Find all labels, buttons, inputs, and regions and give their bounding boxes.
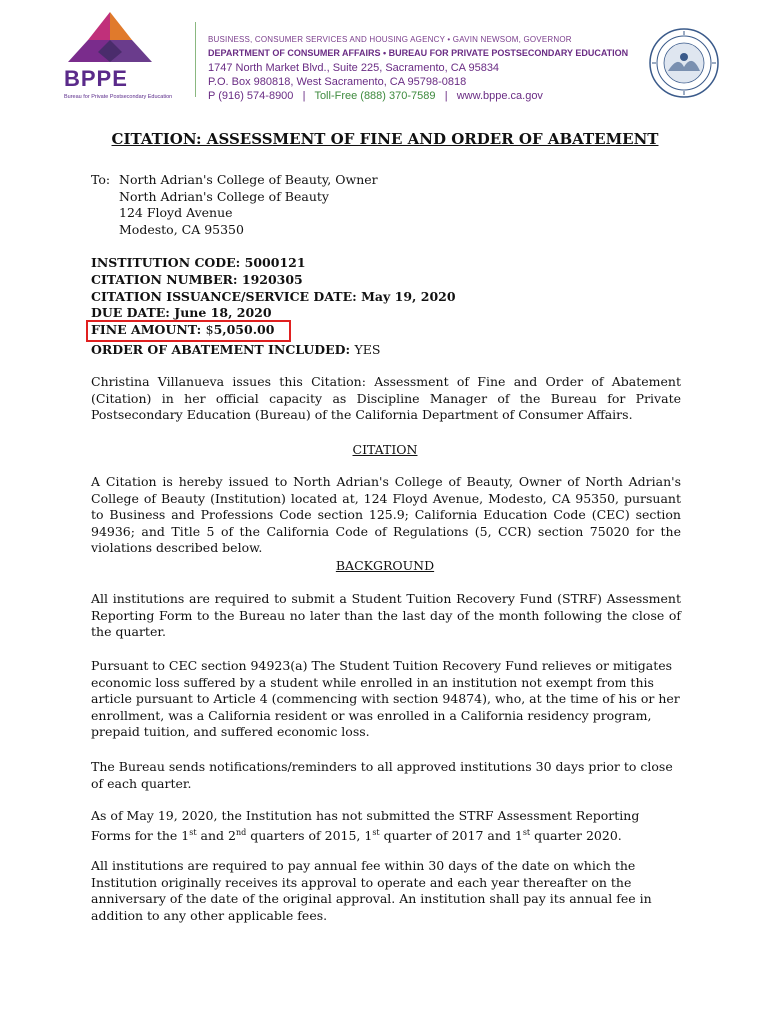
- institution-code-label: INSTITUTION CODE:: [91, 255, 241, 270]
- due-date: [91, 305, 272, 320]
- issuance-date-label: CITATION ISSUANCE/SERVICE DATE:: [91, 289, 357, 304]
- institution-code-value: 5000121: [244, 255, 306, 270]
- addressee-line: North Adrian's College of Beauty: [119, 188, 329, 204]
- ordinal-sup: st: [372, 827, 380, 837]
- bg4-text: quarter 2020.: [530, 827, 622, 843]
- agency-line: BUSINESS, CONSUMER SERVICES AND HOUSING AGENCY • GAVIN NEWSOM, GOVERNOR: [208, 35, 572, 44]
- ordinal-sup: st: [522, 827, 531, 837]
- order-value: YES: [354, 342, 381, 357]
- order-of-abatement: [91, 342, 380, 357]
- due-date-value: June 18, 2020: [174, 305, 272, 320]
- contact-line: [208, 90, 543, 102]
- to-label: To:: [91, 172, 111, 187]
- intro-paragraph: Christina Villanueva issues this Citation: Assessment of Fine and Order of Abatement (Citation) in her official capacity as Discipline Manager of the Bureau for Private Postsecondary Education (Bureau) of the California Department of Consumer Affairs.: [91, 374, 681, 423]
- background-paragraph-1: All institutions are required to submit a Student Tuition Recovery Fund (STRF) Assessment Reporting Form to the Bureau no later than the last day of the month following the close of the quarter.: [91, 591, 681, 640]
- fine-amount-value: 5,050.00: [213, 322, 275, 337]
- phone: P (916) 574-8900: [208, 90, 294, 102]
- background-paragraph-5: All institutions are required to pay annual fee within 30 days of the date on which the Institution originally receives its approval to operate and each year thereafter on the anniversary of the date of the original approval. An institution shall pay its annual fee in addition to any other applicable fees.: [91, 858, 652, 923]
- header-divider: [195, 22, 196, 97]
- fine-amount-label: FINE AMOUNT:: [91, 322, 202, 337]
- separator: |: [302, 90, 306, 102]
- citation-heading: CITATION: [352, 442, 418, 457]
- citation-number-label: CITATION NUMBER:: [91, 272, 238, 287]
- background-paragraph-4: [91, 808, 681, 844]
- bg4-text: quarter of 2017 and 1: [379, 827, 523, 843]
- address-line-2: P.O. Box 980818, West Sacramento, CA 95798-0818: [208, 76, 467, 88]
- bg4-text: As of May 19, 2020, the Institution has not submitted the STRF Assessment Reporting Forms for the 1: [91, 808, 640, 843]
- logo-subtitle: Bureau for Private Postsecondary Education: [64, 94, 173, 100]
- logo-text: BPPE: [64, 66, 128, 91]
- fine-currency: $: [205, 322, 214, 337]
- ordinal-sup: st: [189, 827, 197, 837]
- issuance-date: [91, 289, 456, 304]
- due-date-label: DUE DATE:: [91, 305, 170, 320]
- institution-code: [91, 255, 306, 270]
- website-link[interactable]: www.bppe.ca.gov: [456, 90, 543, 102]
- document-title: CITATION: ASSESSMENT OF FINE AND ORDER OF ABATEMENT: [111, 130, 659, 148]
- fine-amount: [91, 322, 274, 337]
- separator: |: [444, 90, 448, 102]
- background-paragraph-3: The Bureau sends notifications/reminders to all approved institutions 30 days prior to close of each quarter.: [91, 759, 673, 791]
- addressee-line: 124 Floyd Avenue: [119, 205, 233, 221]
- issuance-date-value: May 19, 2020: [361, 289, 456, 304]
- bg4-text: and 2: [196, 827, 236, 843]
- citation-number-value: 1920305: [241, 272, 303, 287]
- background-heading: BACKGROUND: [335, 558, 435, 573]
- addressee-line: Modesto, CA 95350: [119, 221, 244, 237]
- bg4-text: quarters of 2015, 1: [246, 827, 373, 843]
- department-line: DEPARTMENT OF CONSUMER AFFAIRS • BUREAU FOR PRIVATE POSTSECONDARY EDUCATION: [208, 48, 629, 58]
- citation-number: [91, 272, 303, 287]
- citation-paragraph: A Citation is hereby issued to North Adrian's College of Beauty, Owner of North Adrian's College of Beauty (Institution) located at, 124 Floyd Avenue, Modesto, CA 95350, pursuant to Business and Professions Code section 125.9; California Education Code (CEC) section 94936; and Title 5 of the California Code of Regulations (5, CCR) section 75020 for the violations described below.: [91, 474, 681, 556]
- address-line-1: 1747 North Market Blvd., Suite 225, Sacramento, CA 95834: [208, 62, 500, 74]
- state-seal-icon: [648, 27, 720, 99]
- background-paragraph-2: Pursuant to CEC section 94923(a) The Student Tuition Recovery Fund relieves or mitigates economic loss suffered by a student while enrolled in an institution not exempt from this article pursuant to Article 4 (commencing with section 94874), who, at the time of his or her enrollment, was a California resident or was enrolled in a California residency program, prepaid tuition, and suffered economic loss.: [91, 658, 680, 740]
- addressee-line: North Adrian's College of Beauty, Owner: [119, 172, 378, 187]
- order-label: ORDER OF ABATEMENT INCLUDED:: [91, 342, 351, 357]
- tollfree: Toll-Free (888) 370-7589: [314, 90, 436, 102]
- ordinal-sup: nd: [235, 827, 247, 837]
